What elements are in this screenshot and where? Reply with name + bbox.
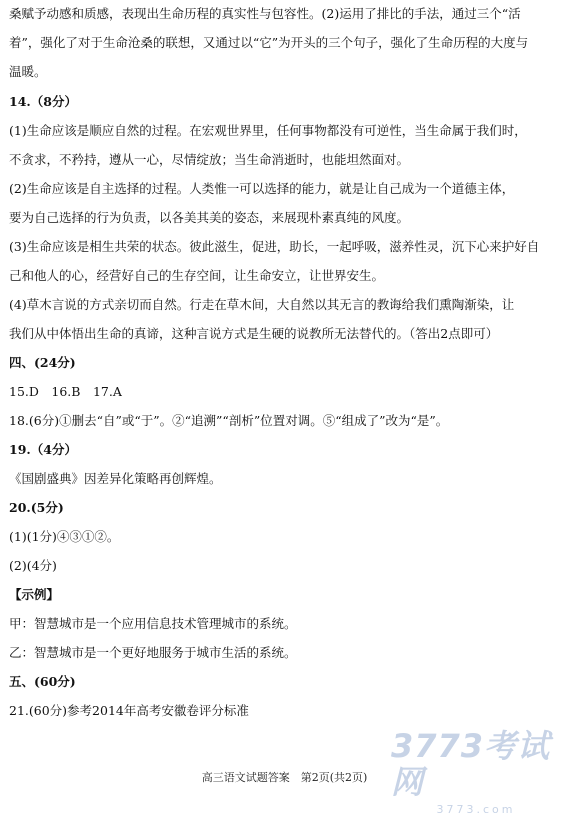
page-footer: 高三语文试题答案 第2页(共2页)	[201, 771, 368, 784]
example-label: 【示例】	[9, 587, 60, 602]
text-line: (1)生命应该是顺应自然的过程。在宏观世界里，任何事物都没有可逆性，当生命属于我们时，	[9, 123, 527, 138]
text-line: (3)生命应该是相生共荣的状态。彼此滋生，促进，助长，一起呼吸，滋养性灵，沉下心来护好自	[9, 239, 540, 254]
text-line: (1)(1分)④③①②。	[9, 529, 120, 544]
question-heading: 14.（8分）	[9, 94, 77, 109]
text-line: 甲：智慧城市是一个应用信息技术管理城市的系统。	[9, 616, 297, 631]
text-line: 着”，强化了对于生命沧桑的联想，又通过以“它”为开头的三个句子，强化了生命历程的大度与	[9, 35, 529, 50]
text-line: 21.(60分)参考2014年高考安徽卷评分标准	[9, 703, 249, 718]
text-line: (2)(4分)	[9, 558, 57, 573]
watermark-url: 3773.com	[436, 803, 516, 816]
text-line: 15.D 16.B 17.A	[9, 384, 122, 399]
question-heading: 19.（4分）	[9, 442, 77, 457]
text-line: 我们从中体悟出生命的真谛，这种言说方式是生硬的说教所无法替代的。（答出2点即可）	[9, 326, 499, 341]
text-line: 己和他人的心，经营好自己的生存空间，让生命安立，让世界安生。	[9, 268, 385, 283]
text-line: 《国剧盛典》因差异化策略再创辉煌。	[9, 471, 222, 486]
text-line: 乙：智慧城市是一个更好地服务于城市生活的系统。	[9, 645, 297, 660]
watermark-title: 3773考试网	[391, 727, 551, 801]
text-line: 要为自己选择的行为负责，以各美其美的姿态，来展现朴素真纯的风度。	[9, 210, 410, 225]
text-line: 18.(6分)①删去“自”或“于”。②“追溯”“剖析”位置对调。⑤“组成了”改为“是”。	[9, 413, 449, 428]
text-line: (4)草木言说的方式亲切而自然。行走在草木间，大自然以其无言的教诲给我们熏陶渐染，让	[9, 297, 515, 312]
text-line: 温暖。	[9, 64, 47, 79]
question-heading: 20.(5分)	[9, 500, 64, 515]
text-line: 桑赋予动感和质感，表现出生命历程的真实性与包容性。(2)运用了排比的手法，通过三个“活	[9, 6, 521, 21]
section-heading: 五、(60分)	[9, 674, 76, 689]
section-heading: 四、(24分)	[9, 355, 76, 370]
text-line: 不贪求，不矜持，遵从一心，尽情绽放；当生命消逝时，也能坦然面对。	[9, 152, 410, 167]
text-line: (2)生命应该是自主选择的过程。人类惟一可以选择的能力，就是让自己成为一个道德主体，	[9, 181, 515, 196]
